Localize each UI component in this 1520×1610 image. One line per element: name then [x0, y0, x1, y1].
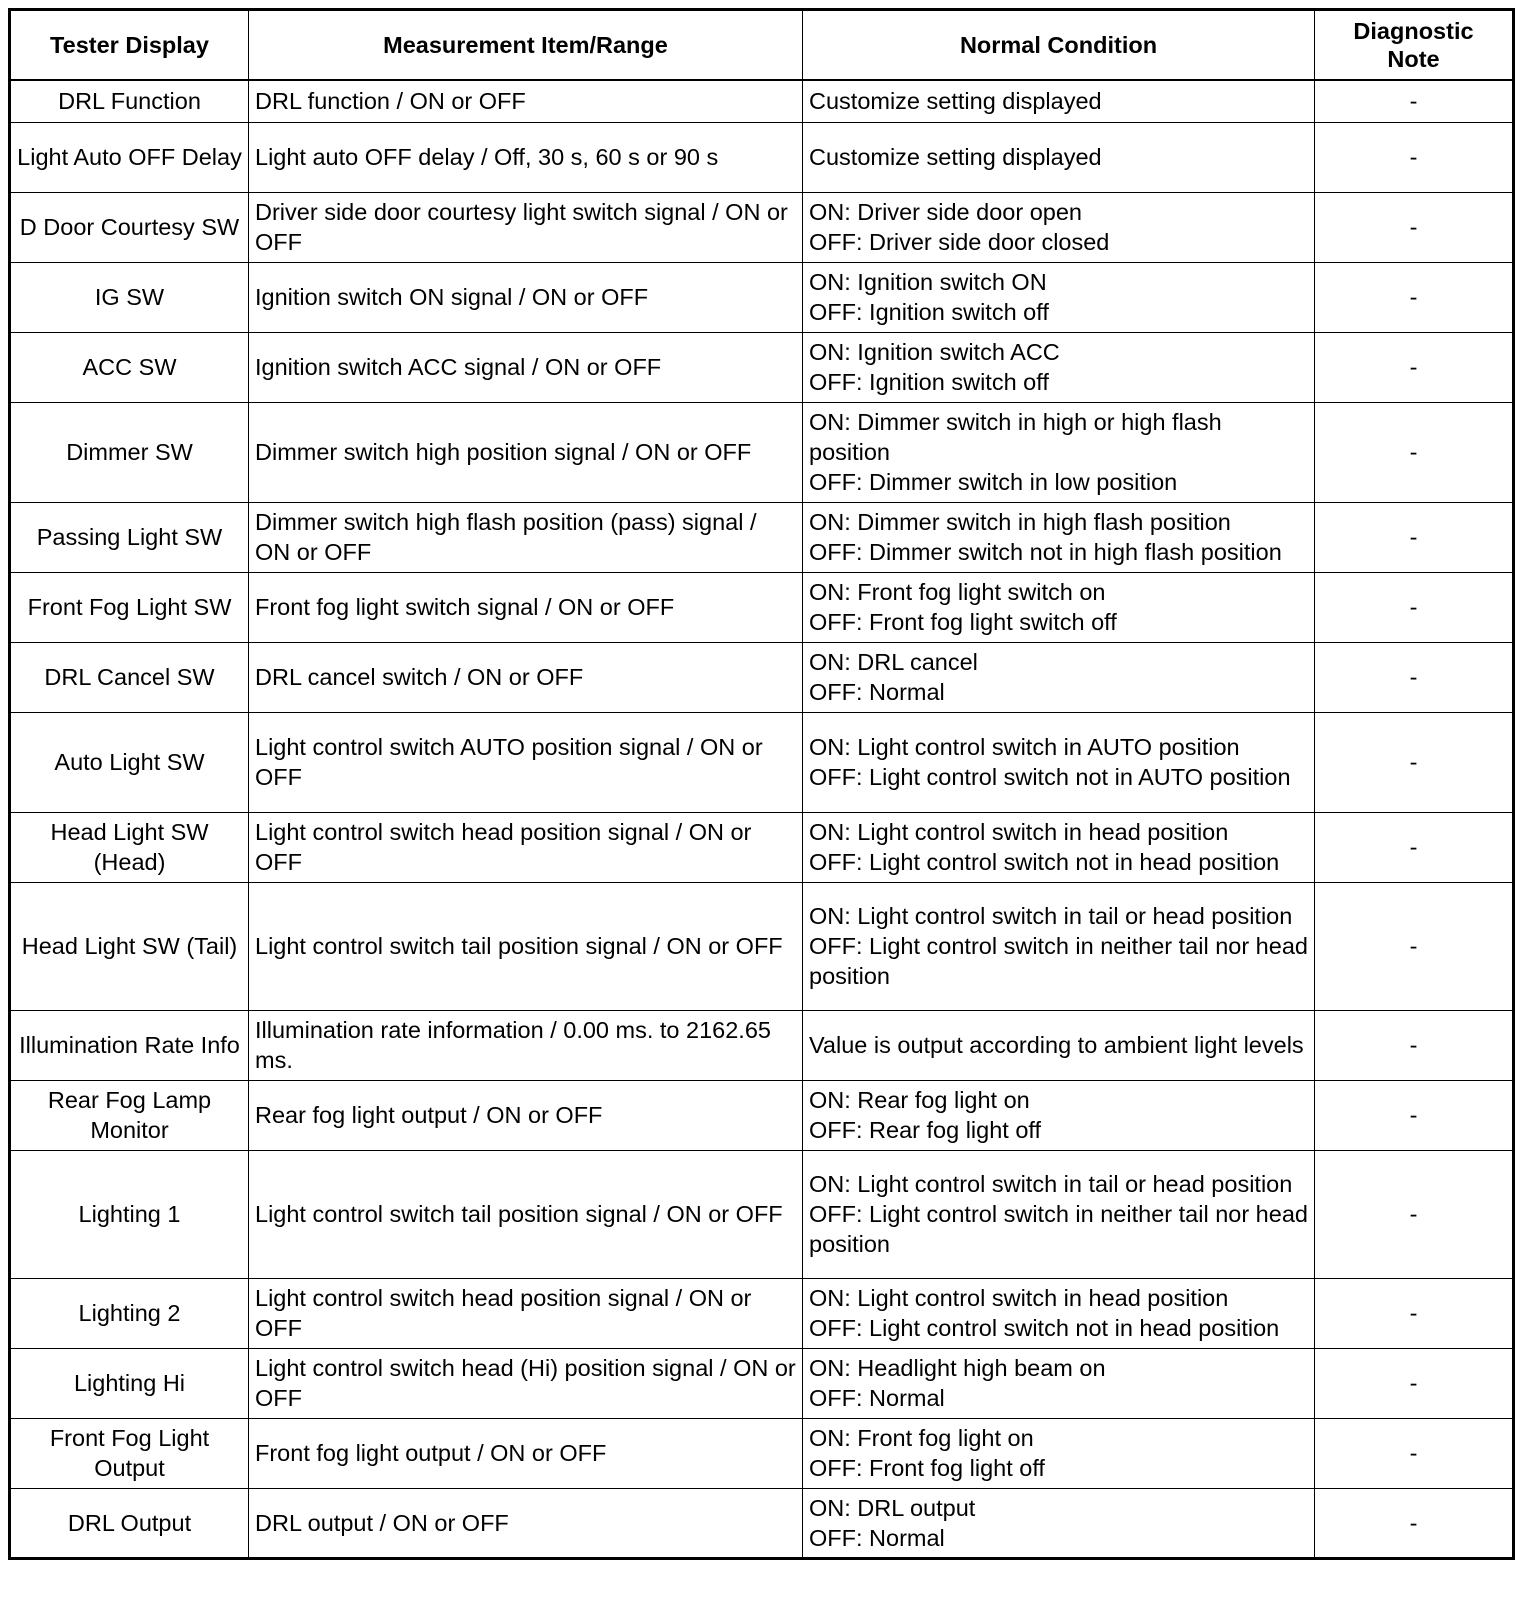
cell-tester-display: DRL Function: [10, 80, 249, 122]
cell-measurement: Illumination rate information / 0.00 ms. to 2162.65 ms.: [249, 1010, 803, 1080]
cell-tester-display: Front Fog Light Output: [10, 1418, 249, 1488]
cell-diagnostic-note: -: [1315, 1348, 1514, 1418]
cell-normal-condition: ON: Light control switch in tail or head position OFF: Light control switch in neither tail nor head position: [803, 1150, 1315, 1278]
cell-tester-display: Light Auto OFF Delay: [10, 122, 249, 192]
table-row: [10, 1080, 1514, 1150]
cell-measurement: Light control switch AUTO position signal / ON or OFF: [249, 712, 803, 812]
cell-normal-condition: ON: Driver side door open OFF: Driver side door closed: [803, 192, 1315, 262]
data-table: [8, 8, 1515, 1560]
cell-tester-display: ACC SW: [10, 332, 249, 402]
cell-normal-condition: ON: Front fog light switch on OFF: Front fog light switch off: [803, 572, 1315, 642]
cell-tester-display: Rear Fog Lamp Monitor: [10, 1080, 249, 1150]
cell-diagnostic-note: -: [1315, 642, 1514, 712]
cell-tester-display: Front Fog Light SW: [10, 572, 249, 642]
cell-normal-condition: Value is output according to ambient light levels: [803, 1010, 1315, 1080]
cell-diagnostic-note: -: [1315, 402, 1514, 502]
cell-diagnostic-note: -: [1315, 572, 1514, 642]
table-row: [10, 882, 1514, 1010]
header-tester-display: Tester Display: [10, 10, 249, 81]
cell-measurement: Light control switch head position signal / ON or OFF: [249, 812, 803, 882]
cell-tester-display: IG SW: [10, 262, 249, 332]
cell-diagnostic-note: -: [1315, 1150, 1514, 1278]
table-row: [10, 1348, 1514, 1418]
table-row: [10, 80, 1514, 122]
cell-tester-display: Head Light SW (Head): [10, 812, 249, 882]
cell-measurement: DRL cancel switch / ON or OFF: [249, 642, 803, 712]
cell-tester-display: Lighting 1: [10, 1150, 249, 1278]
cell-measurement: Rear fog light output / ON or OFF: [249, 1080, 803, 1150]
table-row: [10, 1278, 1514, 1348]
header-measurement: Measurement Item/Range: [249, 10, 803, 81]
header-diagnostic-note: Diagnostic Note: [1315, 10, 1514, 81]
table-row: [10, 1010, 1514, 1080]
table-row: [10, 332, 1514, 402]
cell-measurement: Light control switch head (Hi) position signal / ON or OFF: [249, 1348, 803, 1418]
cell-measurement: DRL function / ON or OFF: [249, 80, 803, 122]
table-row: [10, 262, 1514, 332]
cell-tester-display: Passing Light SW: [10, 502, 249, 572]
cell-diagnostic-note: -: [1315, 1488, 1514, 1558]
table-row: [10, 572, 1514, 642]
cell-diagnostic-note: -: [1315, 122, 1514, 192]
cell-measurement: Dimmer switch high flash position (pass) signal / ON or OFF: [249, 502, 803, 572]
cell-diagnostic-note: -: [1315, 502, 1514, 572]
cell-tester-display: DRL Cancel SW: [10, 642, 249, 712]
cell-tester-display: Auto Light SW: [10, 712, 249, 812]
cell-diagnostic-note: -: [1315, 80, 1514, 122]
cell-tester-display: Lighting 2: [10, 1278, 249, 1348]
cell-normal-condition: ON: Light control switch in head position OFF: Light control switch not in head position: [803, 1278, 1315, 1348]
cell-normal-condition: ON: Light control switch in AUTO position OFF: Light control switch not in AUTO position: [803, 712, 1315, 812]
cell-measurement: Light auto OFF delay / Off, 30 s, 60 s or 90 s: [249, 122, 803, 192]
table-row: [10, 122, 1514, 192]
cell-tester-display: Dimmer SW: [10, 402, 249, 502]
cell-diagnostic-note: -: [1315, 1418, 1514, 1488]
cell-diagnostic-note: -: [1315, 1278, 1514, 1348]
cell-measurement: Driver side door courtesy light switch signal / ON or OFF: [249, 192, 803, 262]
cell-diagnostic-note: -: [1315, 812, 1514, 882]
cell-measurement: Front fog light switch signal / ON or OFF: [249, 572, 803, 642]
header-row: [10, 10, 1514, 81]
cell-measurement: Light control switch tail position signal / ON or OFF: [249, 1150, 803, 1278]
cell-normal-condition: Customize setting displayed: [803, 80, 1315, 122]
cell-normal-condition: ON: Light control switch in head position OFF: Light control switch not in head position: [803, 812, 1315, 882]
cell-diagnostic-note: -: [1315, 1010, 1514, 1080]
cell-diagnostic-note: -: [1315, 1080, 1514, 1150]
cell-normal-condition: ON: Ignition switch ACC OFF: Ignition switch off: [803, 332, 1315, 402]
table-row: [10, 402, 1514, 502]
table-header: [10, 10, 1514, 81]
cell-measurement: Front fog light output / ON or OFF: [249, 1418, 803, 1488]
table-row: [10, 642, 1514, 712]
header-normal-condition: Normal Condition: [803, 10, 1315, 81]
cell-measurement: DRL output / ON or OFF: [249, 1488, 803, 1558]
cell-measurement: Dimmer switch high position signal / ON or OFF: [249, 402, 803, 502]
cell-normal-condition: Customize setting displayed: [803, 122, 1315, 192]
cell-normal-condition: ON: Light control switch in tail or head position OFF: Light control switch in neither tail nor head position: [803, 882, 1315, 1010]
table-row: [10, 1150, 1514, 1278]
cell-diagnostic-note: -: [1315, 332, 1514, 402]
table-row: [10, 712, 1514, 812]
cell-normal-condition: ON: Dimmer switch in high or high flash position OFF: Dimmer switch in low position: [803, 402, 1315, 502]
table-row: [10, 192, 1514, 262]
cell-normal-condition: ON: DRL output OFF: Normal: [803, 1488, 1315, 1558]
table-body: [10, 80, 1514, 1558]
cell-tester-display: Lighting Hi: [10, 1348, 249, 1418]
cell-diagnostic-note: -: [1315, 882, 1514, 1010]
cell-tester-display: D Door Courtesy SW: [10, 192, 249, 262]
cell-tester-display: DRL Output: [10, 1488, 249, 1558]
cell-normal-condition: ON: Front fog light on OFF: Front fog light off: [803, 1418, 1315, 1488]
cell-tester-display: Illumination Rate Info: [10, 1010, 249, 1080]
cell-measurement: Ignition switch ON signal / ON or OFF: [249, 262, 803, 332]
cell-normal-condition: ON: DRL cancel OFF: Normal: [803, 642, 1315, 712]
table-row: [10, 1418, 1514, 1488]
table-row: [10, 1488, 1514, 1558]
cell-normal-condition: ON: Rear fog light on OFF: Rear fog light off: [803, 1080, 1315, 1150]
cell-tester-display: Head Light SW (Tail): [10, 882, 249, 1010]
cell-diagnostic-note: -: [1315, 192, 1514, 262]
cell-measurement: Light control switch tail position signal / ON or OFF: [249, 882, 803, 1010]
cell-diagnostic-note: -: [1315, 262, 1514, 332]
cell-normal-condition: ON: Headlight high beam on OFF: Normal: [803, 1348, 1315, 1418]
cell-measurement: Ignition switch ACC signal / ON or OFF: [249, 332, 803, 402]
cell-diagnostic-note: -: [1315, 712, 1514, 812]
table-row: [10, 812, 1514, 882]
table-row: [10, 502, 1514, 572]
cell-measurement: Light control switch head position signal / ON or OFF: [249, 1278, 803, 1348]
cell-normal-condition: ON: Dimmer switch in high flash position OFF: Dimmer switch not in high flash position: [803, 502, 1315, 572]
cell-normal-condition: ON: Ignition switch ON OFF: Ignition switch off: [803, 262, 1315, 332]
